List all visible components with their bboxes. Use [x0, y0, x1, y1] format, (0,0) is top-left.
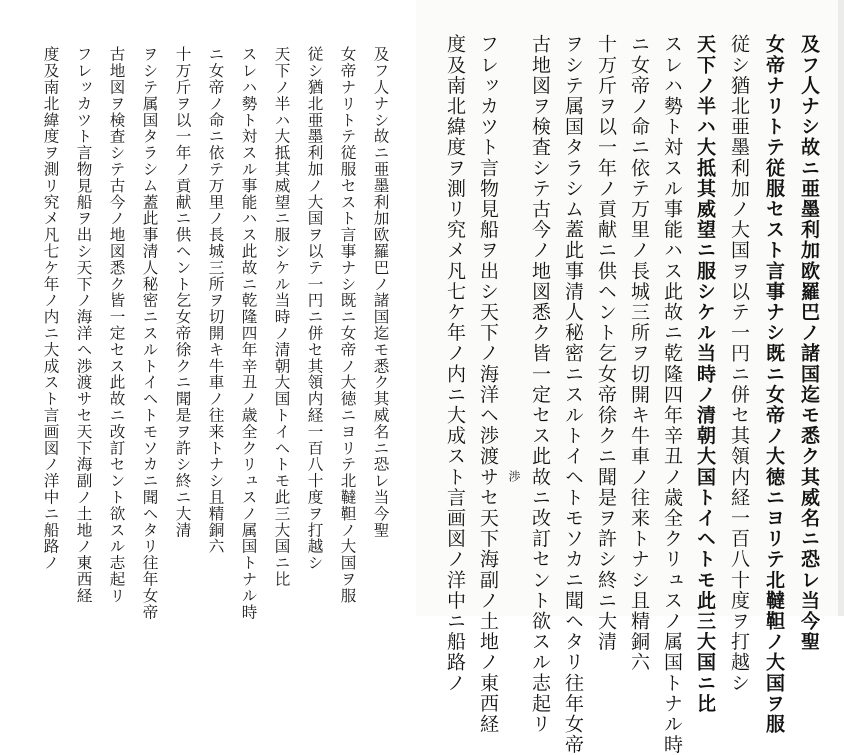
manuscript-column-4: 天下ノ半ハ大抵其威望ニ服シケル当時ノ清朝大国トイヘトモ此三大国ニ比 [694, 34, 716, 714]
transcription-column-11: 度及南北緯度ヲ測リ究メ凡七ケ年ノ内ニ大成スト言画図ノ洋中ニ船路ノ [41, 46, 60, 571]
manuscript-margin-note: 渉 [507, 470, 521, 482]
manuscript-column-9: 古地図ヲ検査シテ古今ノ地図悉ク皆一定セス此故ニ改訂セント欲スル志起リ [529, 34, 551, 735]
manuscript-column-1: 及フ人ナシ故ニ亜墨利加欧羅巴ノ諸国迄モ悉ク其威名ニ恐レ当今聖 [798, 34, 820, 652]
page-edge-shadow [838, 0, 844, 616]
manuscript-column-2: 女帝ナリトテ従服セスト言事ナシ既ニ女帝ノ大徳ニヨリテ北韃靼ノ大国ヲ服 [763, 34, 785, 735]
manuscript-column-11: 度及南北緯度ヲ測リ究メ凡七ケ年ノ内ニ大成スト言画図ノ洋中ニ船路ノ [444, 34, 466, 694]
transcription-column-1: 及フ人ナシ故ニ亜墨利加欧羅巴ノ諸国迄モ悉ク其威名ニ恐レ当今聖 [371, 46, 390, 538]
transcription-column-2: 女帝ナリトテ従服セスト言事ナシ既ニ女帝ノ大徳ニヨリテ北韃靼ノ大国ヲ服 [338, 46, 357, 604]
manuscript-column-10: フレッカツト言物見船ヲ出シ天下ノ海洋ヘ渉渡サセ天下海副ノ土地ノ東西経 [477, 34, 499, 735]
manuscript-column-7: 十万斤ヲ以一年ノ貢献ニ供ヘント乞女帝徐クニ聞是ヲ許シ終ニ大清 [595, 34, 617, 652]
transcription-column-6: ニ女帝ノ命ニ依テ万里ノ長城三所ヲ切開キ牛車ノ往来トナシ且精銅六 [206, 46, 225, 555]
transcription-column-9: 古地図ヲ検査シテ古今ノ地図悉ク皆一定セス此故ニ改訂セント欲スル志起リ [107, 46, 126, 604]
transcription-column-5: スレハ勢ト対スル事能ハス此故ニ乾隆四年辛丑ノ歳全クリュスノ属国トナル時 [239, 46, 258, 620]
handwritten-manuscript-panel [416, 0, 844, 755]
transcription-column-3: 従シ猶北亜墨利加ノ大国ヲ以テ一円ニ併セ其領内経一百八十度ヲ打越シ [305, 46, 324, 571]
manuscript-column-5: スレハ勢ト対スル事能ハス此故ニ乾隆四年辛丑ノ歳全クリュスノ属国トナル時 [661, 34, 683, 755]
manuscript-column-8: ヲシテ属国タラシム蓋此事清人秘密ニスルトイヘトモソカニ聞ヘタリ往年女帝 [562, 34, 584, 755]
transcription-column-4: 天下ノ半ハ大抵其威望ニ服シケル当時ノ清朝大国トイヘトモ此三大国ニ比 [272, 46, 291, 588]
transcription-column-8: ヲシテ属国タラシム蓋此事清人秘密ニスルトイヘトモソカニ聞ヘタリ往年女帝 [140, 46, 159, 620]
typeset-transcription-panel [0, 0, 412, 620]
manuscript-column-6: ニ女帝ノ命ニ依テ万里ノ長城三所ヲ切開キ牛車ノ往来トナシ且精銅六 [628, 34, 650, 673]
transcription-column-7: 十万斤ヲ以一年ノ貢献ニ供ヘント乞女帝徐クニ聞是ヲ許シ終ニ大清 [173, 46, 192, 538]
transcription-column-10: フレッカツト言物見船ヲ出シ天下ノ海洋ヘ渉渡サセ天下海副ノ土地ノ東西経 [74, 46, 93, 604]
manuscript-column-3: 従シ猶北亜墨利加ノ大国ヲ以テ一円ニ併セ其領内経一百八十度ヲ打越シ [728, 34, 750, 694]
